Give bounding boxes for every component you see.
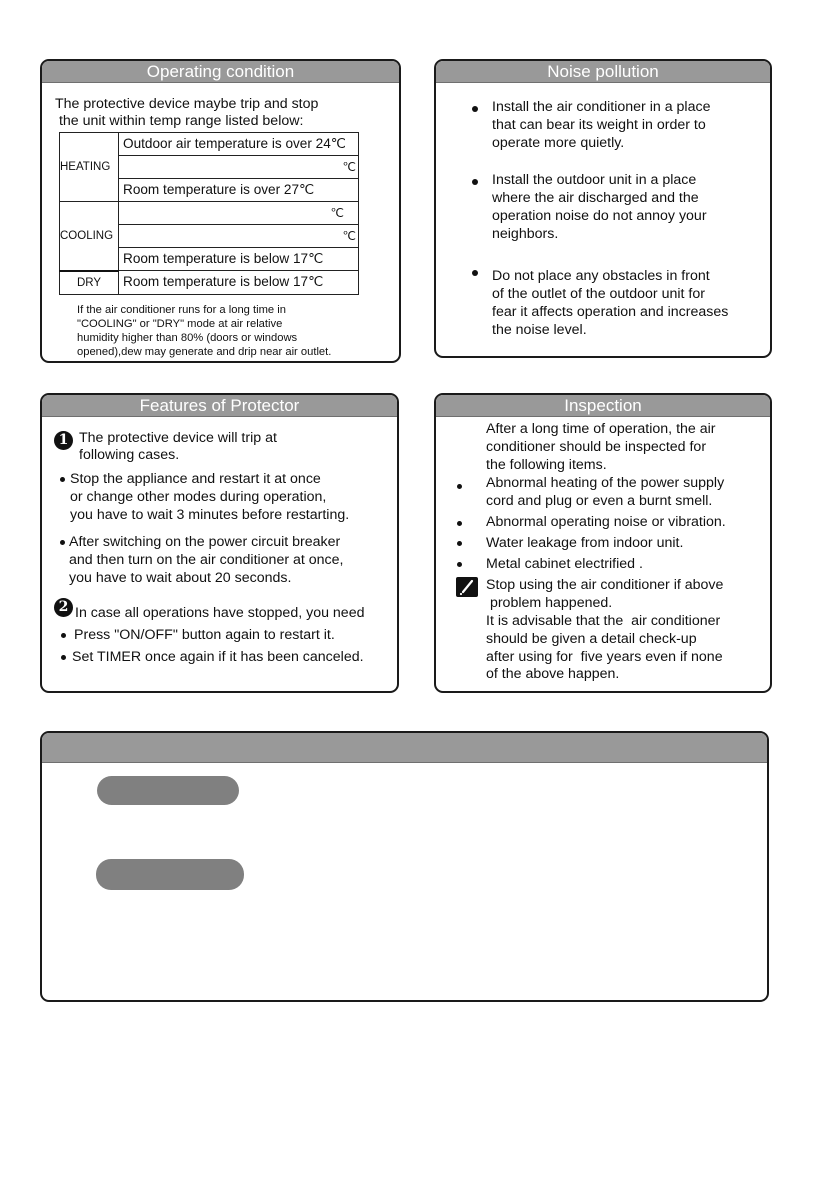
inspection-item-4: Metal cabinet electrified . xyxy=(486,556,643,572)
noise-item-2-line-3: operation noise do not annoy your xyxy=(492,208,707,224)
features-of-protector-title: Features of Protector xyxy=(42,395,397,417)
bullet-icon xyxy=(472,106,478,112)
bullet-icon xyxy=(472,179,478,185)
bottom-blank-panel xyxy=(40,731,769,1002)
inspection-note-line-6: of the above happen. xyxy=(486,666,620,682)
noise-item-2-line-2: where the air discharged and the xyxy=(492,190,699,206)
noise-item-1-line-3: operate more quietly. xyxy=(492,135,625,151)
protector-bullet-1-line-3: you have to wait 3 minutes before restarting. xyxy=(70,507,350,523)
number-one-icon: 1 xyxy=(54,431,73,450)
condition-cell: Room temperature is below 17℃ xyxy=(119,248,359,271)
humidity-note-line-2: "COOLING" or "DRY" mode at air relative xyxy=(77,318,283,330)
protector-bullet-2-line-1: After switching on the power circuit breaker xyxy=(69,534,341,550)
inspection-item-3: Water leakage from indoor unit. xyxy=(486,535,684,551)
protector-section2-bullet-1: Press "ON/OFF" button again to restart it. xyxy=(74,627,335,643)
number-two-icon: 2 xyxy=(54,598,73,617)
humidity-note-line-3: humidity higher than 80% (doors or windows xyxy=(77,332,298,344)
section-label-pill xyxy=(97,776,239,805)
operating-intro-line-2: the unit within temp range listed below: xyxy=(55,113,304,129)
bullet-icon xyxy=(61,633,66,638)
inspection-item-2: Abnormal operating noise or vibration. xyxy=(486,514,726,530)
condition-cell: ℃ xyxy=(119,156,359,179)
inspection-item-1-line-2: cord and plug or even a burnt smell. xyxy=(486,493,713,509)
noise-item-3-line-2: of the outlet of the outdoor unit for xyxy=(492,286,705,302)
bullet-icon xyxy=(457,562,462,567)
operating-condition-panel xyxy=(40,59,401,363)
noise-item-3-line-1: Do not place any obstacles in front xyxy=(492,268,710,284)
noise-pollution-title: Noise pollution xyxy=(436,61,770,83)
bullet-icon xyxy=(457,521,462,526)
noise-item-2-line-1: Install the outdoor unit in a place xyxy=(492,172,697,188)
condition-cell: Outdoor air temperature is over 24℃ xyxy=(119,133,359,156)
bullet-icon xyxy=(60,540,65,545)
condition-cell: ℃ xyxy=(119,225,359,248)
protector-section2-bullet-2: Set TIMER once again if it has been canceled. xyxy=(72,649,364,665)
noise-item-3-line-3: fear it affects operation and increases xyxy=(492,304,729,320)
protector-section1-line-2: following cases. xyxy=(79,447,180,463)
humidity-note-line-4: opened),dew may generate and drip near air outlet. xyxy=(77,346,332,358)
bullet-icon xyxy=(472,270,478,276)
bullet-icon xyxy=(60,477,65,482)
inspection-intro-line-2: conditioner should be inspected for xyxy=(486,439,707,455)
inspection-intro-line-3: the following items. xyxy=(486,457,607,473)
bullet-icon xyxy=(457,484,462,489)
protector-section1-line-1: The protective device will trip at xyxy=(79,430,277,446)
condition-cell: Room temperature is over 27℃ xyxy=(119,179,359,202)
noise-pollution-panel xyxy=(434,59,772,358)
features-of-protector-panel xyxy=(40,393,399,693)
inspection-note-line-4: should be given a detail check-up xyxy=(486,631,697,647)
protector-bullet-2-line-3: you have to wait about 20 seconds. xyxy=(69,570,292,586)
bullet-icon xyxy=(61,655,66,660)
condition-cell: Room temperature is below 17℃ xyxy=(119,271,359,295)
protector-bullet-1-line-2: or change other modes during operation, xyxy=(70,489,327,505)
pencil-note-icon xyxy=(456,577,478,597)
inspection-note-line-1: Stop using the air conditioner if above xyxy=(486,577,724,593)
bottom-panel-header xyxy=(42,733,767,763)
noise-item-2-line-4: neighbors. xyxy=(492,226,559,242)
table-row xyxy=(60,133,359,156)
table-row xyxy=(60,271,359,295)
inspection-note-line-5: after using for five years even if none xyxy=(486,649,723,665)
inspection-note-line-2: problem happened. xyxy=(486,595,613,611)
inspection-panel xyxy=(434,393,772,693)
noise-item-3-line-4: the noise level. xyxy=(492,322,587,338)
inspection-title: Inspection xyxy=(436,395,770,417)
operating-condition-table xyxy=(59,132,359,295)
mode-cell-cooling: COOLING xyxy=(60,202,119,271)
condition-cell: ℃ xyxy=(119,202,359,225)
inspection-note-line-3: It is advisable that the air conditioner xyxy=(486,613,721,629)
protector-section2-line: In case all operations have stopped, you need xyxy=(75,605,365,621)
inspection-item-1-line-1: Abnormal heating of the power supply xyxy=(486,475,725,491)
mode-cell-dry: DRY xyxy=(60,271,119,295)
noise-item-1-line-1: Install the air conditioner in a place xyxy=(492,99,711,115)
operating-condition-title: Operating condition xyxy=(42,61,399,83)
bullet-icon xyxy=(457,541,462,546)
table-row xyxy=(60,202,359,225)
section-label-pill xyxy=(96,859,244,890)
protector-bullet-2-line-2: and then turn on the air conditioner at once, xyxy=(69,552,344,568)
mode-cell-heating: HEATING xyxy=(60,133,119,202)
humidity-note-line-1: If the air conditioner runs for a long time in xyxy=(77,304,286,316)
operating-intro-line-1: The protective device maybe trip and stop xyxy=(55,96,319,112)
noise-item-1-line-2: that can bear its weight in order to xyxy=(492,117,706,133)
inspection-intro-line-1: After a long time of operation, the air xyxy=(486,421,716,437)
protector-bullet-1-line-1: Stop the appliance and restart it at once xyxy=(70,471,321,487)
